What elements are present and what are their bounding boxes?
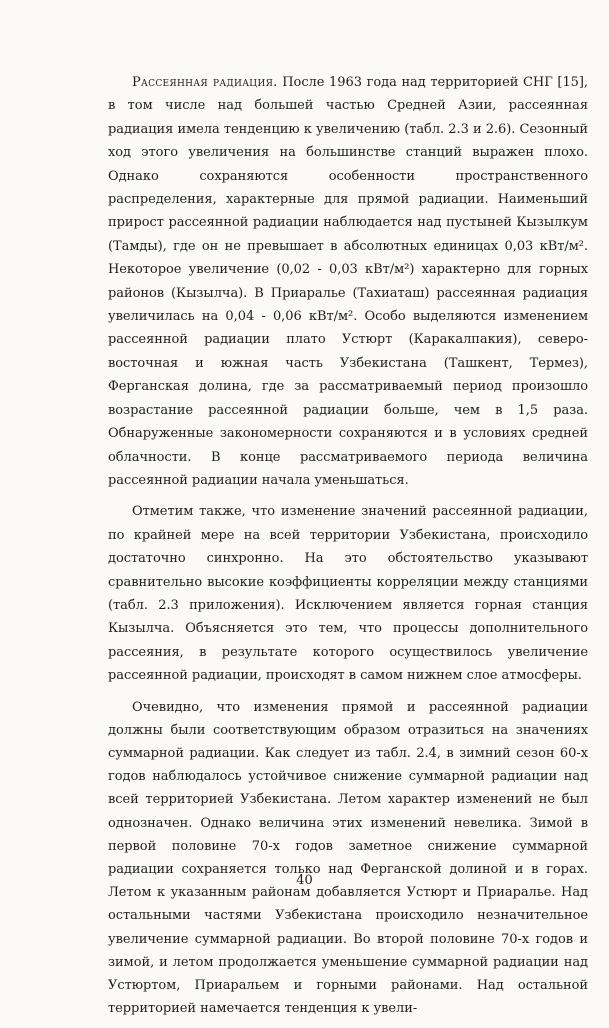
paragraph-text: После 1963 года над территорией СНГ [15], в том числе над большей частью Средней Азии, рассеянная радиация имела тенденцию к увеличению (табл. 2.3 и 2.6). Сезонный ход этого увеличения на большинстве станций выражен плохо. Однако сохраняются особенности пространственного распределения, характерные для прямой радиации. Наименьший прирост рассеянной радиации наблюдается над пустыней Кызылкум (Тамды), где он не превышает в абсолютных единицах 0,03 кВт/м². Некоторое увеличение (0,02 - 0,03 кВт/м²) характерно для горных районов (Кызылча). В Приаралье (Тахиаташ) рассеянная радиация увеличилась на 0,04 - 0,06 кВт/м². Особо выделяются изменением рассеянной радиации плато Устюрт (Каракалпакия), северо-восточная и южная часть Узбекистана (Ташкент, Термез), Ферганская долина, где за рассматриваемый период произошло возрастание рассеянной радиации больше, чем в 1,5 раза. Обнаруженные закономерности сохраняются и в условиях средней облачности. В конце рассматриваемого периода величина рассеянной радиации начала уменьшаться.: [108, 75, 588, 488]
paragraph-text: Очевидно, что изменения прямой и рассеянной радиации должны были соответствующим образом отразиться на значениях суммарной радиации. Как следует из табл. 2.4, в зимний сезон 60-х годов наблюдалось устойчивое снижение суммарной радиации над всей территорией Узбекистана. Летом характер изменений не был однозначен. Однако величина этих изменений невелика. Зимой в первой половине 70-х годов заметное снижение суммарной радиации сохраняется только над Ферганской долиной и в горах. Летом к указанным районам добавляется Устюрт и Приаралье. Над остальными частями Узбекистана происходило незначительное увеличение суммарной радиации. Во второй половине 70-х годов и зимой, и летом продолжается уменьшение суммарной радиации над Устюртом, Приаральем и горными районами. Над остальной территорией намечается тенденция к увели-: [108, 699, 588, 1017]
section-lead-in: Рассеянная радиация.: [132, 75, 278, 90]
paragraph-total-radiation: [108, 696, 588, 1021]
paragraph-synchronous-change: [108, 500, 588, 687]
paragraph-diffuse-radiation: [108, 71, 588, 492]
page-number: 40: [296, 873, 313, 888]
paragraph-text: Отметим также, что изменение значений рассеянной радиации, по крайней мере на всей территории Узбекистана, происходило достаточно синхронно. На это обстоятельство указывают сравнительно высокие коэффициенты корреляции между станциями (табл. 2.3 приложения). Исключением является горная станция Кызылча. Объясняется это тем, что процессы дополнительного рассеяния, в результате которого осуществилось увеличение рассеянной радиации, происходят в самом нижнем слое атмосферы.: [108, 504, 588, 684]
